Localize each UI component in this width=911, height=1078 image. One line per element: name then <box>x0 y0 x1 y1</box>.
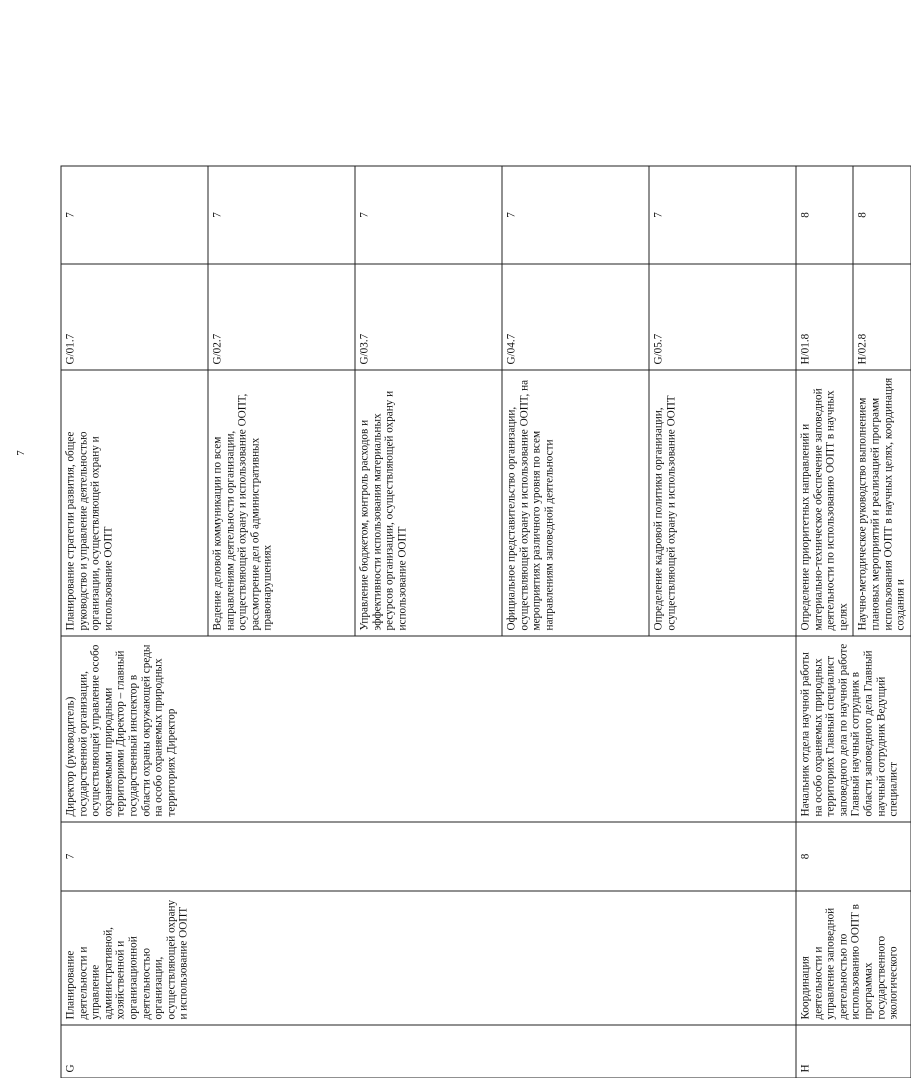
generalized-function: Координация деятельности и управление заповедной деятельностью по использованию ООПТ в программах государственного экологического <box>796 891 911 1025</box>
competency-table <box>60 165 911 1078</box>
labor-function-level: 7 <box>649 166 796 264</box>
qualification-level: 8 <box>796 822 911 891</box>
labor-function-level: 7 <box>208 166 355 264</box>
labor-function-name: Ведение деловой коммуникации по всем направлениям деятельности организации, осуществляющей охрану и использование ООПТ, рассмотрение дел об административных правонарушениях <box>208 370 355 636</box>
labor-function-level: 7 <box>502 166 649 264</box>
labor-function-name: Определение приоритетных направлений и материально-техническое обеспечение заповедной деятельности по использованию ООПТ в научных целях <box>796 370 853 636</box>
competency-table-sheet <box>60 211 907 1078</box>
labor-function-level: 8 <box>796 166 853 264</box>
labor-function-name: Научно-методическое руководство выполнением плановых мероприятий и реализацией программ использования ООПТ в научных целях, координация создания и <box>853 370 910 636</box>
labor-function-level: 7 <box>61 166 208 264</box>
labor-function-code: G/03.7 <box>355 264 502 370</box>
group-letter: H <box>796 1025 911 1078</box>
generalized-function: Планирование деятельности и управление административной, хозяйственной и организационной деятельностью организации, осуществляющей охрану и использование ООПТ <box>61 891 796 1025</box>
labor-function-name: Определение кадровой политики организации, осуществляющей охрану и использование ООПТ <box>649 370 796 636</box>
qualification-level: 7 <box>61 822 796 891</box>
labor-function-name: Управление бюджетом, контроль расходов и эффективности использования материальных ресурсов организации, осуществляющей охрану и использование ООПТ <box>355 370 502 636</box>
labor-function-level: 8 <box>853 166 910 264</box>
labor-function-code: G/01.7 <box>61 264 208 370</box>
labor-function-code: G/04.7 <box>502 264 649 370</box>
labor-function-level: 7 <box>355 166 502 264</box>
labor-function-name: Планирование стратегии развития, общее руководство и управление деятельностью организации, осуществляющей охрану и использование ООПТ <box>61 370 208 636</box>
position-titles: Директор (руководитель) государственной организации, осуществляющей управление особо охраняемыми природными территориями Директор – главный государственный инспектор в области охраны окружающей среды на особо охраняемых природных территориях Директор <box>61 636 796 822</box>
group-letter: G <box>61 1025 796 1078</box>
labor-function-code: G/05.7 <box>649 264 796 370</box>
labor-function-code: G/02.7 <box>208 264 355 370</box>
position-titles: Начальник отдела научной работы на особо охраняемых природных территориях Главный специалист заповедного дела по научной работе Главный научный сотрудник в области заповедного дела Главный научный сотрудник Ведущий специалист <box>796 636 911 822</box>
page-number: 7 <box>14 450 27 456</box>
labor-function-code: H/02.8 <box>853 264 910 370</box>
labor-function-name: Официальное представительство организации, осуществляющей охрану и использование ООПТ, на мероприятиях различного уровня по всем направлениям заповедной деятельности <box>502 370 649 636</box>
table-row <box>61 166 208 1078</box>
labor-function-code: H/01.8 <box>796 264 853 370</box>
table-row <box>796 166 853 1078</box>
